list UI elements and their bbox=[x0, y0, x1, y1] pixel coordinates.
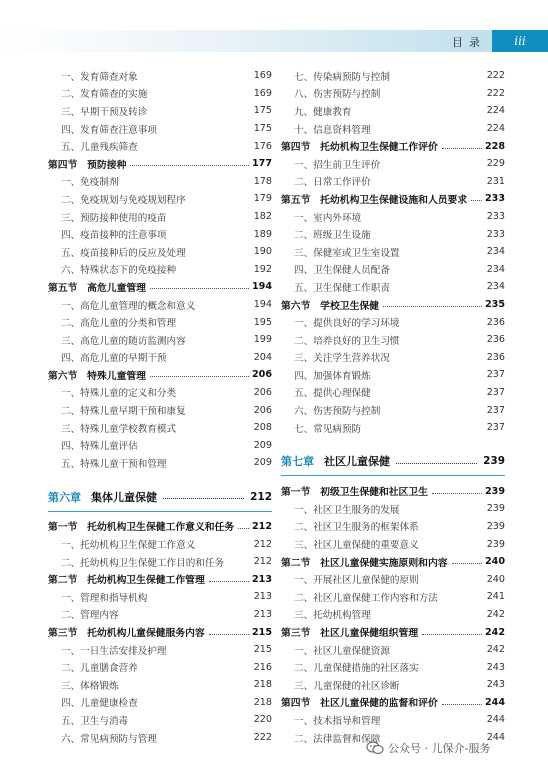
toc-entry-page: 212 bbox=[253, 556, 272, 568]
toc-entry-title: 第六节 特殊儿童管理 bbox=[48, 370, 146, 382]
toc-entry-title: 四、高危儿童的早期干预 bbox=[61, 353, 167, 365]
toc-entry-title: 一、室内外环境 bbox=[294, 212, 362, 224]
toc-item bbox=[48, 120, 272, 138]
leader-dots bbox=[422, 634, 482, 635]
toc-item bbox=[48, 296, 272, 314]
toc-entry-title: 五、疫苗接种后的反应及处理 bbox=[61, 247, 186, 259]
toc-entry-page: 236 bbox=[486, 334, 505, 346]
toc-entry-title: 第四节 预防接种 bbox=[48, 159, 127, 171]
leader-dots bbox=[396, 463, 477, 464]
toc-item bbox=[281, 711, 505, 729]
toc-entry-title: 二、托幼机构卫生保健工作目的和任务 bbox=[61, 557, 225, 569]
toc-section bbox=[281, 694, 505, 712]
toc-entry-title: 一、社区卫生服务的发展 bbox=[294, 504, 400, 516]
toc-item bbox=[48, 313, 272, 331]
toc-entry-page: 228 bbox=[484, 140, 505, 152]
toc-item bbox=[281, 606, 505, 624]
toc-item bbox=[281, 261, 505, 279]
toc-entry-page: 215 bbox=[251, 626, 272, 638]
toc-entry-page: 231 bbox=[486, 175, 505, 187]
toc-entry-page: 213 bbox=[253, 608, 272, 620]
toc-section bbox=[281, 482, 505, 500]
toc-entry-title: 四、儿童健康检查 bbox=[61, 698, 138, 710]
toc-entry-title: 第四节 社区儿童保健的监督和评价 bbox=[281, 698, 438, 710]
toc-item bbox=[48, 694, 272, 712]
toc-entry-title: 五、卫生保健工作职责 bbox=[294, 282, 390, 294]
chapter-number: 第七章 bbox=[281, 455, 314, 469]
toc-entry-title: 三、儿童保健的社区诊断 bbox=[294, 680, 400, 692]
leader-dots bbox=[150, 376, 249, 377]
toc-entry-page: 212 bbox=[250, 490, 272, 503]
toc-item bbox=[48, 137, 272, 155]
leader-dots bbox=[209, 581, 249, 582]
toc-item bbox=[48, 553, 272, 571]
toc-entry-page: 234 bbox=[486, 281, 505, 293]
toc-entry-title: 第三节 社区儿童保健组织管理 bbox=[281, 628, 419, 640]
toc-entry-page: 192 bbox=[253, 263, 272, 275]
leader-dots bbox=[442, 148, 482, 149]
toc-entry-page: 239 bbox=[486, 503, 505, 515]
toc-entry-title: 三、特殊儿童学校教育模式 bbox=[61, 423, 177, 435]
toc-entry-page: 169 bbox=[253, 87, 272, 99]
toc-entry-title: 一、托幼机构卫生保健工作意义 bbox=[61, 540, 196, 552]
toc-entry-page: 240 bbox=[486, 573, 505, 585]
toc-item bbox=[281, 676, 505, 694]
toc-section bbox=[281, 137, 505, 155]
toc-item bbox=[48, 606, 272, 624]
toc-item bbox=[281, 85, 505, 103]
toc-entry-page: 241 bbox=[486, 591, 505, 603]
toc-entry-page: 208 bbox=[253, 422, 272, 434]
toc-entry-page: 233 bbox=[484, 193, 505, 205]
chapter-name: 集体儿童保健 bbox=[91, 490, 157, 504]
toc-entry-title: 第一节 初级卫生保健和社区卫生 bbox=[281, 487, 428, 499]
toc-item bbox=[48, 676, 272, 694]
toc-item bbox=[48, 588, 272, 606]
toc-entry-page: 237 bbox=[486, 369, 505, 381]
toc-entry-page: 169 bbox=[253, 70, 272, 82]
toc-entry-page: 243 bbox=[486, 679, 505, 691]
toc-entry-page: 239 bbox=[486, 538, 505, 550]
toc-entry-page: 236 bbox=[486, 351, 505, 363]
toc-entry-page: 229 bbox=[486, 158, 505, 170]
watermark-text: 公众号 · 儿保介-服务 bbox=[388, 742, 491, 755]
toc-item bbox=[48, 401, 272, 419]
toc-entry-page: 175 bbox=[253, 123, 272, 135]
toc-section bbox=[48, 570, 272, 588]
toc-entry-page: 242 bbox=[484, 626, 505, 638]
toc-entry-title: 二、发育筛查的实施 bbox=[61, 89, 148, 101]
toc-entry-title: 七、常见病预防 bbox=[294, 423, 362, 435]
toc-entry-title: 二、班级卫生设施 bbox=[294, 230, 371, 242]
toc-entry-page: 178 bbox=[253, 175, 272, 187]
leader-dots bbox=[238, 528, 249, 529]
toc-entry-title: 五、提供心理保健 bbox=[294, 388, 371, 400]
toc-entry-title: 一、社区儿童保健资源 bbox=[294, 645, 390, 657]
toc-item bbox=[48, 641, 272, 659]
toc-entry-page: 237 bbox=[486, 422, 505, 434]
toc-entry-page: 234 bbox=[486, 263, 505, 275]
toc-entry-title: 一、高危儿童管理的概念和意义 bbox=[61, 300, 196, 312]
toc-entry-page: 242 bbox=[486, 608, 505, 620]
toc-entry-page: 234 bbox=[486, 246, 505, 258]
toc-entry-title: 三、关注学生营养状况 bbox=[294, 353, 390, 365]
toc-section bbox=[48, 155, 272, 173]
toc-entry-page: 195 bbox=[253, 316, 272, 328]
toc-item bbox=[48, 331, 272, 349]
toc-entry-title: 四、卫生保健人员配备 bbox=[294, 265, 390, 277]
toc-entry-title: 第六节 学校卫生保健 bbox=[281, 300, 379, 312]
toc-entry-page: 224 bbox=[486, 105, 505, 117]
toc-item bbox=[48, 67, 272, 85]
toc-entry-title: 二、儿童膳食营养 bbox=[61, 663, 138, 675]
leader-dots bbox=[163, 498, 244, 499]
toc-entry-page: 244 bbox=[486, 714, 505, 726]
toc-column-right bbox=[281, 67, 505, 746]
toc-item bbox=[48, 535, 272, 553]
toc-item bbox=[281, 120, 505, 138]
leader-dots bbox=[452, 563, 482, 564]
toc-item bbox=[48, 729, 272, 747]
toc-entry-title: 第二节 托幼机构卫生保健工作管理 bbox=[48, 575, 205, 587]
toc-entry-title: 六、特殊状态下的免疫接种 bbox=[61, 265, 177, 277]
watermark bbox=[366, 740, 490, 756]
toc-entry-page: 235 bbox=[484, 299, 505, 311]
chapter-divider bbox=[281, 475, 505, 476]
toc-entry-page: 222 bbox=[486, 87, 505, 99]
toc-entry-title: 二、法律监督和保障 bbox=[294, 733, 381, 745]
toc-item bbox=[281, 225, 505, 243]
leader-dots bbox=[471, 200, 482, 201]
toc-entry-title: 九、健康教育 bbox=[294, 106, 352, 118]
toc-entry-title: 四、疫苗接种的注意事项 bbox=[61, 230, 167, 242]
toc-entry-title: 十、信息资料管理 bbox=[294, 124, 371, 136]
toc-item bbox=[281, 331, 505, 349]
toc-entry-title: 一、发育筛查对象 bbox=[61, 71, 138, 83]
chapter-name: 社区儿童保健 bbox=[324, 455, 390, 469]
toc-item bbox=[48, 190, 272, 208]
toc-item bbox=[48, 243, 272, 261]
toc-entry-title: 一、管理和指导机构 bbox=[61, 592, 148, 604]
toc-entry-title: 五、特殊儿童干预和管理 bbox=[61, 458, 167, 470]
toc-entry-title: 三、高危儿童的随访监测内容 bbox=[61, 335, 186, 347]
leader-dots bbox=[432, 493, 482, 494]
leader-dots bbox=[209, 634, 249, 635]
toc-entry-title: 一、提供良好的学习环境 bbox=[294, 318, 400, 330]
toc-entry-page: 213 bbox=[253, 591, 272, 603]
toc-entry-page: 209 bbox=[253, 439, 272, 451]
toc-entry-page: 216 bbox=[253, 661, 272, 673]
chapter-number: 第六章 bbox=[48, 490, 81, 504]
toc-entry-title: 二、日常工作评价 bbox=[294, 177, 371, 189]
toc-entry-title: 五、卫生与消毒 bbox=[61, 715, 129, 727]
leader-dots bbox=[383, 306, 482, 307]
toc-entry-page: 220 bbox=[253, 714, 272, 726]
toc-entry-page: 237 bbox=[486, 386, 505, 398]
toc-item bbox=[281, 243, 505, 261]
toc-entry-page: 237 bbox=[486, 404, 505, 416]
toc-entry-page: 190 bbox=[253, 246, 272, 258]
toc-entry-page: 224 bbox=[486, 123, 505, 135]
toc-section bbox=[48, 623, 272, 641]
toc-entry-page: 209 bbox=[253, 457, 272, 469]
toc-item bbox=[281, 384, 505, 402]
toc-entry-page: 206 bbox=[253, 404, 272, 416]
toc-item bbox=[48, 436, 272, 454]
toc-item bbox=[48, 208, 272, 226]
toc-entry-page: 204 bbox=[253, 351, 272, 363]
chapter-title bbox=[281, 453, 390, 469]
toc-entry-page: 176 bbox=[253, 140, 272, 152]
toc-entry-title: 三、保健室或卫生室设置 bbox=[294, 247, 400, 259]
toc-item bbox=[281, 67, 505, 85]
toc-item bbox=[281, 102, 505, 120]
toc-entry-page: 236 bbox=[486, 316, 505, 328]
toc-item bbox=[48, 454, 272, 472]
toc-entry-title: 三、预防接种使用的疫苗 bbox=[61, 212, 167, 224]
toc-entry-page: 222 bbox=[486, 70, 505, 82]
toc-section bbox=[48, 366, 272, 384]
toc-entry-title: 二、培养良好的卫生习惯 bbox=[294, 335, 400, 347]
toc-item bbox=[48, 349, 272, 367]
toc-entry-title: 第五节 托幼机构卫生保健设施和人员要求 bbox=[281, 194, 468, 206]
toc-item bbox=[48, 225, 272, 243]
toc-entry-page: 240 bbox=[484, 556, 505, 568]
toc-entry-page: 182 bbox=[253, 211, 272, 223]
toc-entry-title: 第五节 高危儿童管理 bbox=[48, 282, 146, 294]
toc-entry-title: 二、管理内容 bbox=[61, 610, 119, 622]
toc-entry-page: 212 bbox=[253, 538, 272, 550]
toc-entry-title: 三、托幼机构管理 bbox=[294, 610, 371, 622]
toc-item bbox=[281, 588, 505, 606]
toc-entry-page: 222 bbox=[253, 732, 272, 744]
toc-entry-title: 三、社区儿童保健的重要意义 bbox=[294, 540, 419, 552]
toc-item bbox=[281, 278, 505, 296]
toc-entry-title: 二、社区儿童保健工作内容和方法 bbox=[294, 592, 438, 604]
toc-entry-title: 三、体格锻炼 bbox=[61, 680, 119, 692]
leader-dots bbox=[130, 165, 249, 166]
toc-item bbox=[281, 641, 505, 659]
chapter-title bbox=[48, 489, 157, 505]
toc-chapter bbox=[48, 486, 272, 508]
toc-item bbox=[281, 419, 505, 437]
leader-dots bbox=[150, 288, 249, 289]
toc-entry-title: 四、加强体育锻炼 bbox=[294, 370, 371, 382]
toc-item bbox=[48, 261, 272, 279]
toc-item bbox=[281, 535, 505, 553]
leader-dots bbox=[442, 704, 482, 705]
toc-entry-page: 213 bbox=[251, 573, 272, 585]
toc-entry-page: 244 bbox=[486, 732, 505, 744]
toc-entry-title: 一、免疫制剂 bbox=[61, 177, 119, 189]
toc-item bbox=[281, 208, 505, 226]
toc-entry-page: 177 bbox=[251, 158, 272, 170]
toc-item bbox=[281, 518, 505, 536]
toc-section bbox=[281, 623, 505, 641]
toc-item bbox=[48, 102, 272, 120]
toc-entry-title: 一、一日生活安排及护理 bbox=[61, 645, 167, 657]
toc-entry-page: 179 bbox=[253, 193, 272, 205]
toc-entry-title: 一、特殊儿童的定义和分类 bbox=[61, 388, 177, 400]
toc-entry-page: 239 bbox=[486, 520, 505, 532]
toc-section bbox=[281, 296, 505, 314]
toc-entry-page: 206 bbox=[251, 369, 272, 381]
toc-entry-title: 五、儿童残疾筛查 bbox=[61, 142, 138, 154]
toc-entry-title: 七、传染病预防与控制 bbox=[294, 71, 390, 83]
toc-entry-title: 一、开展社区儿童保健的原则 bbox=[294, 575, 419, 587]
toc-entry-page: 243 bbox=[486, 661, 505, 673]
toc-item bbox=[48, 711, 272, 729]
toc-item bbox=[281, 155, 505, 173]
toc-entry-page: 239 bbox=[483, 455, 505, 468]
toc-entry-page: 212 bbox=[251, 520, 272, 532]
toc-item bbox=[48, 658, 272, 676]
toc-entry-title: 四、特殊儿童评估 bbox=[61, 441, 138, 453]
chapter-divider bbox=[48, 511, 272, 512]
toc-section bbox=[281, 190, 505, 208]
toc-entry-page: 218 bbox=[253, 696, 272, 708]
toc-entry-page: 233 bbox=[486, 211, 505, 223]
toc-chapter bbox=[281, 450, 505, 472]
toc-item bbox=[48, 419, 272, 437]
toc-entry-title: 二、儿童保健措施的社区落实 bbox=[294, 663, 419, 675]
toc-item bbox=[281, 173, 505, 191]
toc-entry-title: 二、免疫规划与免疫规划程序 bbox=[61, 194, 186, 206]
toc-entry-page: 206 bbox=[253, 386, 272, 398]
toc-entry-page: 194 bbox=[251, 281, 272, 293]
toc-item bbox=[281, 313, 505, 331]
toc-entry-page: 215 bbox=[253, 644, 272, 656]
toc-item bbox=[48, 384, 272, 402]
toc-item bbox=[281, 366, 505, 384]
toc-entry-page: 242 bbox=[486, 644, 505, 656]
toc-entry-title: 二、社区卫生服务的框架体系 bbox=[294, 522, 419, 534]
toc-entry-page: 233 bbox=[486, 228, 505, 240]
toc-item bbox=[281, 349, 505, 367]
toc-entry-page: 244 bbox=[484, 696, 505, 708]
toc-entry-title: 四、发育筛查注意事项 bbox=[61, 124, 157, 136]
toc-entry-page: 239 bbox=[484, 485, 505, 497]
toc-section bbox=[48, 518, 272, 536]
toc-entry-title: 八、伤害预防与控制 bbox=[294, 89, 381, 101]
toc-entry-title: 第三节 托幼机构儿童保健服务内容 bbox=[48, 628, 205, 640]
toc-entry-title: 第四节 托幼机构卫生保健工作评价 bbox=[281, 142, 438, 154]
toc-entry-title: 第二节 社区儿童保健实施原则和内容 bbox=[281, 557, 448, 569]
toc-item bbox=[281, 401, 505, 419]
header-label: 目录 bbox=[452, 36, 486, 49]
toc-item bbox=[281, 570, 505, 588]
header-page-number: iii bbox=[492, 30, 548, 52]
toc-entry-title: 第一节 托幼机构卫生保健工作意义和任务 bbox=[48, 522, 235, 534]
toc-entry-title: 一、技术指导和管理 bbox=[294, 715, 381, 727]
toc-item bbox=[281, 500, 505, 518]
toc-item bbox=[48, 85, 272, 103]
toc-item bbox=[281, 658, 505, 676]
wechat-icon bbox=[366, 741, 384, 755]
toc-entry-title: 二、高危儿童的分类和管理 bbox=[61, 318, 177, 330]
toc-entry-page: 189 bbox=[253, 228, 272, 240]
toc-item bbox=[48, 173, 272, 191]
toc-entry-title: 六、伤害预防与控制 bbox=[294, 406, 381, 418]
toc-column-left bbox=[48, 67, 272, 746]
toc-section bbox=[281, 553, 505, 571]
toc-entry-title: 三、早期干预及转诊 bbox=[61, 106, 148, 118]
toc-entry-page: 175 bbox=[253, 105, 272, 117]
toc-entry-title: 一、招生前卫生评价 bbox=[294, 159, 381, 171]
toc-entry-page: 199 bbox=[253, 334, 272, 346]
toc-entry-page: 218 bbox=[253, 679, 272, 691]
toc-entry-page: 194 bbox=[253, 299, 272, 311]
toc-entry-title: 二、特殊儿童早期干预和康复 bbox=[61, 406, 186, 418]
toc-section bbox=[48, 278, 272, 296]
toc-entry-title: 六、常见病预防与管理 bbox=[61, 733, 157, 745]
